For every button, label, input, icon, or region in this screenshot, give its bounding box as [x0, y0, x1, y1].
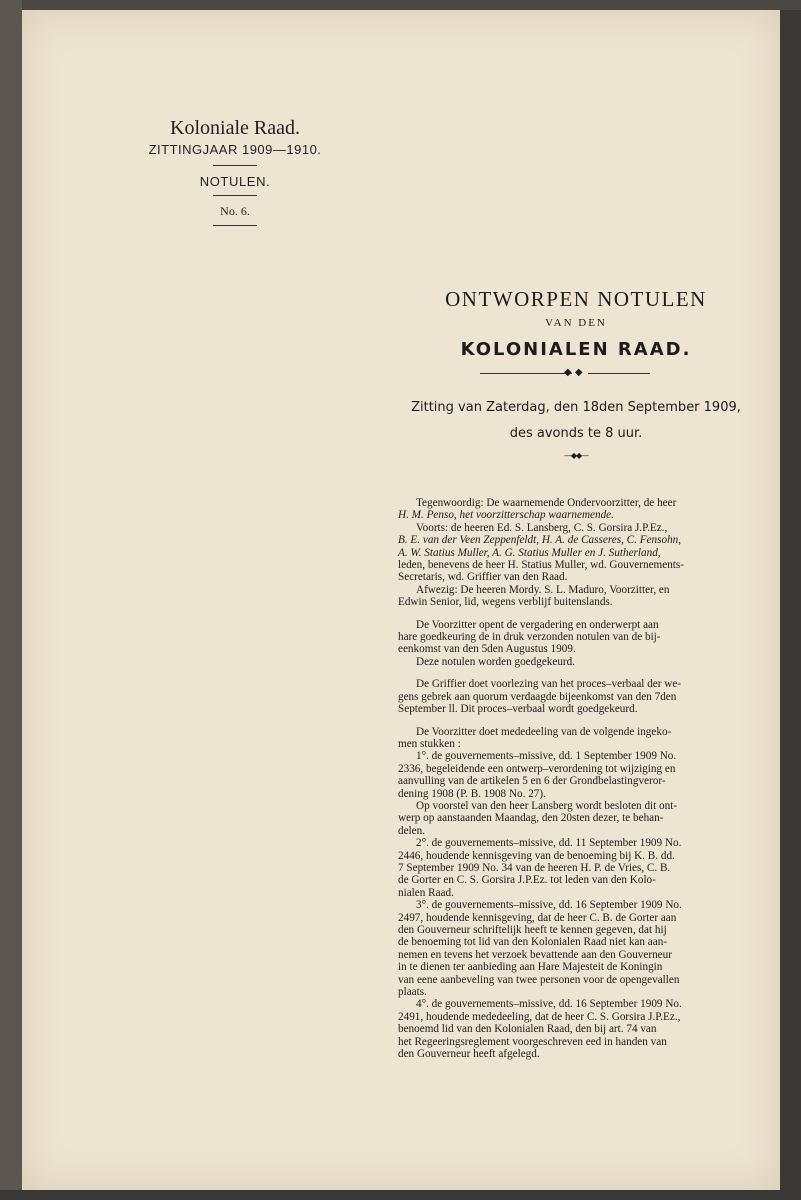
absent-line: Afwezig: De heeren Mordy. S. L. Maduro, Voorzitter, en: [416, 583, 670, 596]
council-heading: Koloniale Raad.: [170, 117, 300, 139]
subtitle-van-den: VAN DEN: [545, 317, 607, 329]
paragraph-line: eenkomst van den 5den Augustus 1909.: [398, 643, 576, 656]
also-present-line: Secretaris, wd. Griffier van den Raad.: [398, 571, 568, 584]
scan-border-bottom: [0, 1190, 801, 1200]
item-line: den Gouverneur heeft afgelegd.: [398, 1048, 540, 1061]
item-line: 2°. de gouvernements–missive, dd. 11 September 1909 No.: [416, 837, 682, 850]
document-type: NOTULEN.: [199, 174, 271, 189]
ornament-line-right: [588, 373, 650, 374]
small-ornament-icon: —◆◆—: [563, 451, 589, 460]
absent-line: Edwin Senior, lid, wegens verblijf buitenslands.: [398, 596, 613, 609]
paragraph-line: hare goedkeuring de in druk verzonden notulen van de bij-: [398, 631, 661, 644]
ornament-diamond-icon: ◆ ◆: [564, 367, 583, 378]
item-line: werp op aanstaanden Maandag, den 20sten dezer, te behan-: [398, 812, 664, 825]
paragraph-line: September ll. Dit proces–verbaal wordt goedgekeurd.: [398, 703, 638, 716]
main-title: ONTWORPEN NOTULEN: [445, 287, 707, 311]
item-line: dening 1908 (P. B. 1908 No. 27).: [398, 787, 546, 800]
item-line: het Regeeringsreglement voorgeschreven eed in handen van: [398, 1035, 667, 1048]
item-line: 2497, houdende kennisgeving, dat de heer C. B. de Gorter aan: [398, 911, 677, 924]
document-number: No. 6.: [220, 204, 250, 218]
item-line: de Gorter en C. S. Gorsira J.P.Ez. tot leden van den Kolo-: [398, 874, 656, 887]
ornament-line-left: [480, 373, 572, 374]
also-present-line: B. E. van der Veen Zeppenfeldt, H. A. de Casseres, C. Fensohn,: [398, 534, 682, 547]
also-present-line: A. W. Statius Muller, A. G. Statius Muller en J. Sutherland,: [398, 546, 661, 559]
item-line: de benoeming tot lid van den Kolonialen Raad niet kan aan-: [398, 936, 668, 949]
minutes-body: [398, 497, 755, 1060]
item-line: 2446, houdende kennisgeving van de benoeming bij K. B. dd.: [398, 849, 675, 862]
scan-border-top: [0, 0, 801, 10]
session-year: ZITTINGJAAR 1909—1910.: [148, 142, 322, 157]
paragraph-line: gens gebrek aan quorum verdaagde bijeenkomst van den 7den: [398, 690, 677, 703]
item-line: 1°. de gouvernements–missive, dd. 1 September 1909 No.: [416, 750, 677, 763]
item-line: 2336, begeleidende een ontwerp–verordening tot wijziging en: [398, 762, 676, 775]
divider: [213, 225, 257, 226]
scan-border-left: [0, 0, 22, 1200]
ornament-divider: [398, 366, 754, 380]
also-present-line: Voorts: de heeren Ed. S. Lansberg, C. S. Gorsira J.P.Ez.,: [416, 521, 668, 534]
header-left: [120, 115, 350, 234]
item-line: 3°. de gouvernements–missive, dd. 16 September 1909 No.: [416, 899, 682, 912]
paragraph-line: De Voorzitter doet mededeeling van de volgende ingeko-: [416, 725, 672, 738]
item-line: plaats.: [398, 986, 427, 999]
scan-border-right: [780, 10, 801, 1190]
item-line: van eene aanbeveling van twee personen voor de opengevallen: [398, 973, 680, 986]
present-line: Tegenwoordig: De waarnemende Ondervoorzitter, de heer: [416, 497, 677, 509]
also-present-line: leden, benevens de heer H. Statius Muller, wd. Gouvernements-: [398, 559, 684, 572]
item-line: 2491, houdende mededeeling, dat de heer C. S. Gorsira J.P.Ez.,: [398, 1010, 681, 1023]
item-line: den Gouverneur schriftelijk heeft te kennen gegeven, dat hij: [398, 924, 667, 936]
sitting-time: des avonds te 8 uur.: [509, 426, 643, 441]
item-line: in te dienen ter aanbieding aan Hare Majesteit de Koningin: [398, 961, 663, 974]
council-name: KOLONIALEN RAAD.: [460, 339, 692, 360]
paragraph-line: De Voorzitter opent de vergadering en onderwerpt aan: [416, 618, 659, 631]
paragraph-line: men stukken :: [398, 737, 461, 750]
item-line: aanvulling van de artikelen 5 en 6 der Grondbelastingveror-: [398, 775, 666, 788]
title-block: [398, 285, 754, 460]
item-line: Op voorstel van den heer Lansberg wordt besloten dit ont-: [416, 799, 678, 812]
sitting-date: Zitting van Zaterdag, den 18den September 1909,: [411, 400, 741, 415]
divider: [213, 165, 257, 166]
paragraph-line: Deze notulen worden goedgekeurd.: [416, 655, 576, 668]
present-line: H. M. Penso, het voorzitterschap waarnemende.: [398, 509, 614, 522]
item-line: 7 September 1909 No. 34 van de heeren H. P. de Vries, C. B.: [398, 861, 671, 874]
item-line: delen.: [398, 824, 426, 837]
divider: [213, 195, 257, 196]
item-line: 4°. de gouvernements–missive, dd. 16 September 1909 No.: [416, 998, 682, 1011]
item-line: benoemd lid van den Kolonialen Raad, den bij art. 74 van: [398, 1023, 657, 1036]
item-line: nemen en tevens het verzoek bevattende aan den Gouverneur: [398, 948, 672, 961]
item-line: nialen Raad.: [398, 886, 454, 899]
paragraph-line: De Griffier doet voorlezing van het proces–verbaal der we-: [416, 678, 682, 691]
